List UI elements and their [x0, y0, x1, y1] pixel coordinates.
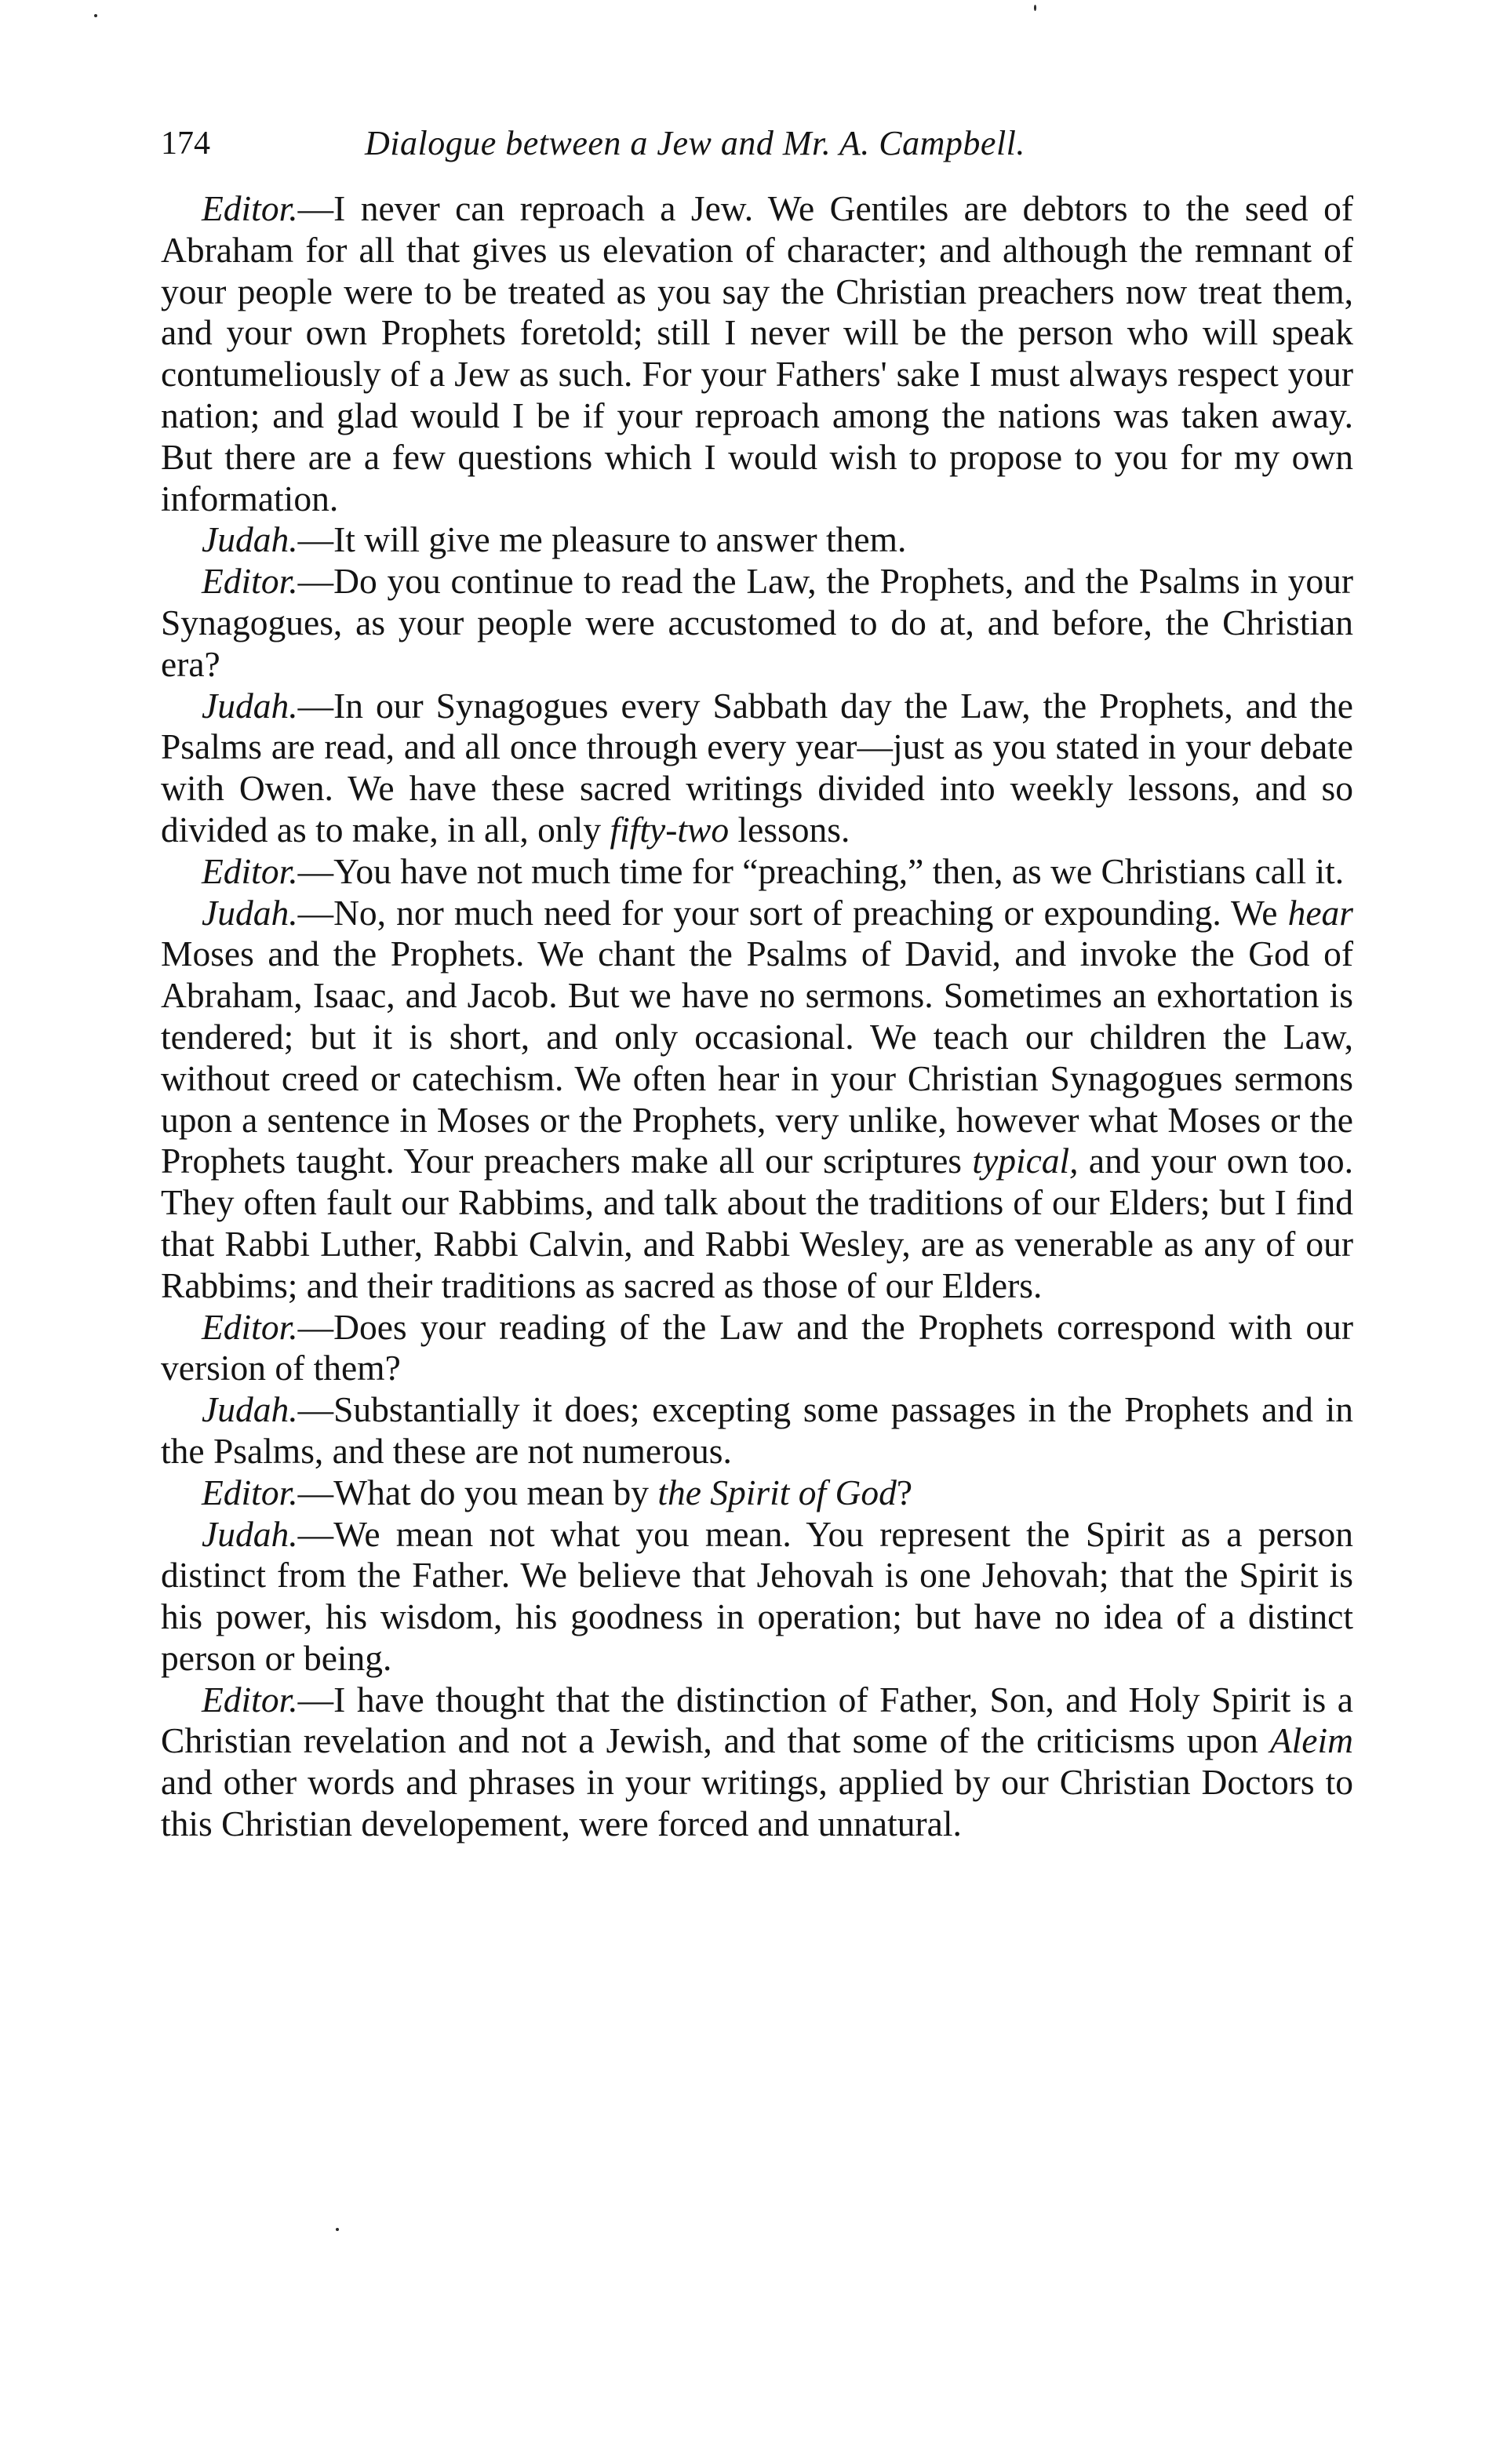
- speech-text: lessons.: [729, 809, 850, 850]
- speech-text: —Do you continue to read the Law, the Prophets, and the Psalms in your Synagogues, as your people were accustomed to do at, and before, the Christian era?: [161, 561, 1353, 684]
- speech-text: —I never can reproach a Jew. We Gentiles are debtors to the seed of Abraham for all that gives us elevation of character; and although the remnant of your people were to be treated as you say the Christian preachers now treat them, and your own Prophets foretold; still I never will be the person who will speak contumeliously of a Jew as such. For your Fathers' sake I must always respect your nation; and glad would I be if your reproach among the nations was taken away. But there are a few questions which I would wish to propose to you for my own information.: [161, 188, 1353, 519]
- speech-text: —Does your reading of the Law and the Prophets correspond with our version of them?: [161, 1306, 1353, 1389]
- speech-text: —Substantially it does; excepting some passages in the Prophets and in the Psalms, and these are not numerous.: [161, 1389, 1353, 1471]
- speaker-name: Editor.: [202, 1679, 298, 1720]
- dialogue-paragraph: [161, 1514, 1353, 1680]
- dialogue-paragraph: [161, 686, 1353, 851]
- speaker-name: Editor.: [202, 1472, 298, 1512]
- running-title: Dialogue between a Jew and Mr. A. Campbell.: [365, 124, 1025, 162]
- scan-speck: [94, 14, 97, 17]
- scan-speck: [336, 2228, 339, 2231]
- page-header: [161, 116, 1353, 171]
- speech-text: Moses and the Prophets. We chant the Psalms of David, and invoke the God of Abraham, Isaac, and Jacob. But we have no sermons. Sometimes an exhortation is tendered; but it is short, and only occasional. We teach our children the Law, without creed or catechism. We often hear in your Christian Synagogues sermons upon a sentence in Moses or the Prophets, very unlike, however what Moses or the Prophets taught. Your preachers make all our scriptures: [161, 934, 1353, 1181]
- dialogue-paragraph: [161, 851, 1353, 893]
- speech-text: —I have thought that the distinction of Father, Son, and Holy Spirit is a Christian revelation and not a Jewish, and that some of the criticisms upon: [161, 1679, 1353, 1761]
- scan-speck: [1034, 5, 1036, 11]
- dialogue-paragraph: [161, 1472, 1353, 1514]
- italic-text: Aleim: [1269, 1720, 1353, 1761]
- speech-text: and your own too. They often fault our Rabbims, and talk about the traditions of our Elders; but I find that Rabbi Luther, Rabbi Calvin, and Rabbi Wesley, are as venerable as any of our Rabbims; and their traditions as sacred as those of our Elders.: [161, 1141, 1353, 1305]
- speech-text: —You have not much time for “preaching,” then, as we Christians call it.: [297, 850, 1345, 891]
- italic-text: the Spirit of God: [657, 1472, 897, 1512]
- page-number: 174: [161, 126, 210, 162]
- speech-text: —We mean not what you mean. You represent the Spirit as a person distinct from the Father. We believe that Jehovah is one Jehovah; that the Spirit is his power, his wisdom, his goodness in operation; but have no idea of a distinct person or being.: [161, 1513, 1353, 1678]
- speaker-name: Judah.: [202, 519, 298, 560]
- speech-text: —It will give me pleasure to answer them.: [297, 519, 907, 560]
- speech-text: ?: [896, 1472, 913, 1512]
- speech-text: —What do you mean by: [297, 1472, 658, 1512]
- dialogue-paragraph: [161, 893, 1353, 1307]
- italic-text: fifty-two: [610, 809, 730, 850]
- dialogue-paragraph: [161, 561, 1353, 685]
- speaker-name: Judah.: [202, 1389, 298, 1430]
- speaker-name: Judah.: [202, 1513, 298, 1554]
- speech-text: —In our Synagogues every Sabbath day the Law, the Prophets, and the Psalms are read, and all once through every year—just as you stated in your debate with Owen. We have these sacred writings divided into weekly lessons, and so divided as to make, in all, only: [161, 685, 1353, 850]
- speaker-name: Editor.: [202, 561, 298, 602]
- speaker-name: Editor.: [202, 188, 298, 228]
- speaker-name: Editor.: [202, 850, 298, 891]
- italic-text: hear: [1287, 892, 1353, 933]
- speech-text: and other words and phrases in your writings, applied by our Christian Doctors to this Christian developement, were forced and unnatural.: [161, 1762, 1353, 1844]
- speaker-name: Judah.: [202, 892, 298, 933]
- speaker-name: Editor.: [202, 1306, 298, 1347]
- dialogue-paragraph: [161, 1680, 1353, 1845]
- dialogue-paragraph: [161, 1307, 1353, 1390]
- speaker-name: Judah.: [202, 685, 298, 726]
- dialogue-text: [161, 188, 1353, 1845]
- italic-text: typical,: [972, 1141, 1079, 1181]
- dialogue-paragraph: [161, 519, 1353, 561]
- speech-text: —No, nor much need for your sort of preaching or expounding. We: [297, 892, 1288, 933]
- dialogue-paragraph: [161, 1389, 1353, 1472]
- dialogue-paragraph: [161, 188, 1353, 519]
